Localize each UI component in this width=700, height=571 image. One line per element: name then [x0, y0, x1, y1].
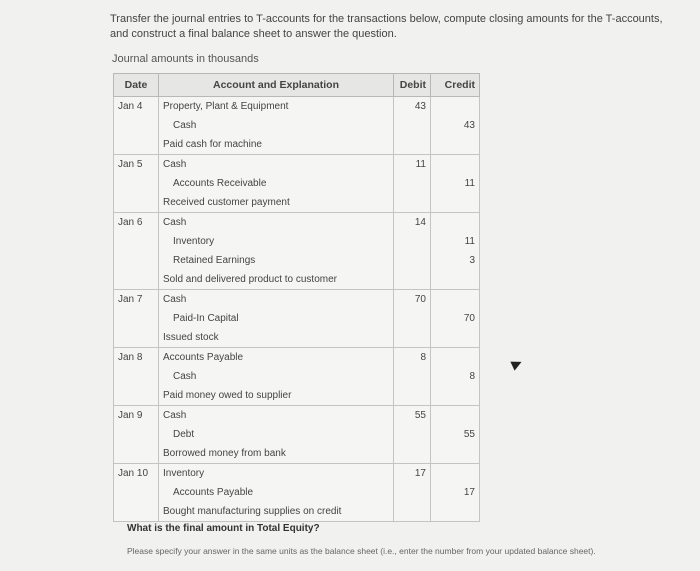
table-row [114, 348, 480, 368]
table-row [114, 328, 480, 348]
cell-debit [394, 386, 431, 406]
table-row [114, 135, 480, 155]
cell-date [114, 502, 159, 522]
cell-date [114, 309, 159, 328]
cell-account: Received customer payment [159, 193, 394, 213]
cell-account: Cash [159, 406, 394, 426]
cell-account-text: Paid-In Capital [173, 313, 239, 324]
cell-debit [394, 502, 431, 522]
cell-account: Borrowed money from bank [159, 444, 394, 464]
cell-account: Inventory [159, 464, 394, 484]
cell-debit: 8 [394, 348, 431, 368]
cell-credit: 17 [431, 483, 480, 502]
units-note: Journal amounts in thousands [112, 53, 259, 65]
cell-credit [431, 348, 480, 368]
cell-account: Bought manufacturing supplies on credit [159, 502, 394, 522]
cell-date [114, 251, 159, 270]
cell-account-text: Accounts Payable [173, 487, 254, 498]
cell-debit: 11 [394, 155, 431, 175]
cell-date: Jan 6 [114, 213, 159, 233]
cell-credit [431, 464, 480, 484]
cell-account [159, 367, 394, 386]
table-row [114, 502, 480, 522]
cell-debit: 43 [394, 97, 431, 117]
cell-credit [431, 97, 480, 117]
cell-debit [394, 309, 431, 328]
cell-debit [394, 232, 431, 251]
cell-credit [431, 213, 480, 233]
cell-account-text: Debt [173, 429, 195, 440]
cell-date: Jan 8 [114, 348, 159, 368]
cell-date [114, 425, 159, 444]
cell-account: Cash [159, 290, 394, 310]
cell-account: Paid money owed to supplier [159, 386, 394, 406]
cell-account: Cash [159, 155, 394, 175]
cell-credit [431, 270, 480, 290]
cell-account: Issued stock [159, 328, 394, 348]
journal-table [113, 73, 480, 522]
cell-debit [394, 270, 431, 290]
cell-debit [394, 174, 431, 193]
cell-account-text: Cash [173, 120, 197, 131]
cell-debit [394, 425, 431, 444]
cell-credit: 55 [431, 425, 480, 444]
table-row [114, 251, 480, 270]
cell-date [114, 444, 159, 464]
cell-credit: 8 [431, 367, 480, 386]
cell-date [114, 270, 159, 290]
cell-date: Jan 5 [114, 155, 159, 175]
cell-date [114, 174, 159, 193]
cell-date: Jan 7 [114, 290, 159, 310]
cell-date [114, 483, 159, 502]
cell-debit: 17 [394, 464, 431, 484]
table-row [114, 290, 480, 310]
cell-credit: 11 [431, 174, 480, 193]
table-row [114, 425, 480, 444]
cell-credit: 43 [431, 116, 480, 135]
cell-account [159, 425, 394, 444]
table-row [114, 155, 480, 175]
table-row [114, 444, 480, 464]
cell-debit: 14 [394, 213, 431, 233]
answer-hint: Please specify your answer in the same units as the balance sheet (i.e., enter the number from your updated balance sheet). [127, 546, 596, 556]
table-row [114, 483, 480, 502]
cell-debit [394, 116, 431, 135]
cell-account [159, 309, 394, 328]
cell-account-text: Retained Earnings [173, 255, 256, 266]
cell-credit [431, 193, 480, 213]
cell-credit [431, 386, 480, 406]
cell-date [114, 135, 159, 155]
table-row [114, 464, 480, 484]
cell-date: Jan 10 [114, 464, 159, 484]
cell-credit [431, 502, 480, 522]
table-row [114, 367, 480, 386]
table-row [114, 213, 480, 233]
table-row [114, 386, 480, 406]
cell-credit [431, 444, 480, 464]
cell-credit: 11 [431, 232, 480, 251]
cell-date: Jan 4 [114, 97, 159, 117]
cell-debit [394, 251, 431, 270]
cell-credit [431, 290, 480, 310]
cell-date [114, 116, 159, 135]
instructions-text: Transfer the journal entries to T-accounts for the transactions below, compute closing amounts for the T-accounts, and construct a final balance sheet to answer the question. [110, 13, 663, 40]
mouse-cursor-icon [510, 357, 523, 370]
cell-debit [394, 367, 431, 386]
cell-account [159, 174, 394, 193]
table-row [114, 406, 480, 426]
header-account: Account and Explanation [159, 74, 394, 97]
cell-debit [394, 193, 431, 213]
cell-account: Sold and delivered product to customer [159, 270, 394, 290]
header-credit: Credit [431, 74, 480, 97]
cell-account: Property, Plant & Equipment [159, 97, 394, 117]
cell-debit [394, 483, 431, 502]
cell-account-text: Cash [173, 371, 197, 382]
cell-credit [431, 406, 480, 426]
table-row [114, 232, 480, 251]
cell-account: Cash [159, 213, 394, 233]
cell-debit: 55 [394, 406, 431, 426]
cell-debit [394, 444, 431, 464]
cell-account: Accounts Payable [159, 348, 394, 368]
cell-credit: 3 [431, 251, 480, 270]
header-debit: Debit [394, 74, 431, 97]
header-date: Date [114, 74, 159, 97]
cell-account [159, 483, 394, 502]
table-row [114, 97, 480, 117]
question-text: What is the final amount in Total Equity? [127, 523, 320, 534]
cell-date: Jan 9 [114, 406, 159, 426]
cell-credit [431, 155, 480, 175]
cell-account: Paid cash for machine [159, 135, 394, 155]
cell-debit [394, 328, 431, 348]
cell-debit: 70 [394, 290, 431, 310]
cell-date [114, 386, 159, 406]
cell-credit: 70 [431, 309, 480, 328]
table-row [114, 116, 480, 135]
cell-credit [431, 135, 480, 155]
cell-date [114, 193, 159, 213]
cell-date [114, 328, 159, 348]
table-row [114, 270, 480, 290]
cell-debit [394, 135, 431, 155]
cell-account [159, 232, 394, 251]
journal-header-row [114, 74, 480, 97]
cell-date [114, 232, 159, 251]
cell-account [159, 116, 394, 135]
table-row [114, 193, 480, 213]
cell-account-text: Accounts Receivable [173, 178, 267, 189]
table-row [114, 174, 480, 193]
cell-account-text: Inventory [173, 236, 215, 247]
cell-credit [431, 328, 480, 348]
cell-date [114, 367, 159, 386]
cell-account [159, 251, 394, 270]
table-row [114, 309, 480, 328]
